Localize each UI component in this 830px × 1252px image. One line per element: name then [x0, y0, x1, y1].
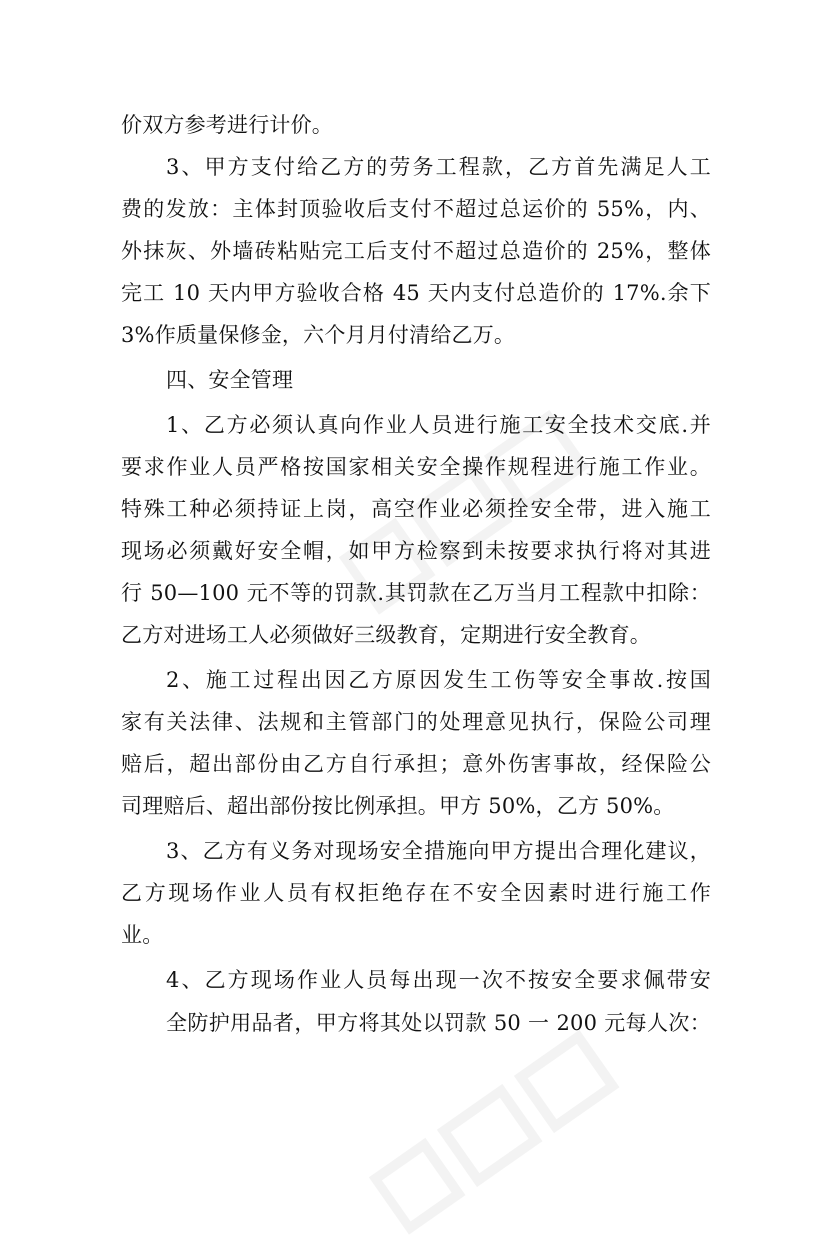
text-line: 3、乙方有义务对现场安全措施向甲方提出合理化建议，: [166, 839, 711, 863]
text-line: 家有关法律、法规和主管部门的处理意见执行，保险公司理: [121, 710, 711, 734]
text-line: 1、乙方必须认真向作业人员进行施工安全技术交底.并: [166, 413, 711, 437]
text-line: 全防护用品者，甲方将其处以罚款 50 一 200 元每人次：: [166, 1011, 711, 1035]
watermark: [366, 1024, 634, 1252]
text-line: 2、施工过程出因乙方原因发生工伤等安全事故.按国: [166, 668, 711, 692]
text-line: 特殊工种必须持证上岗，高空作业必须拴安全带，进入施工: [121, 497, 711, 521]
text-line: 要求作业人员严格按国家相关安全操作规程进行施工作业。: [121, 455, 711, 479]
text-line: 3、甲方支付给乙方的劳务工程款，乙方首先满足人工: [166, 155, 711, 179]
text-line: 费的发放：主体封顶验收后支付不超过总运价的 55%，内、: [121, 197, 711, 221]
text-line: 业。: [121, 923, 164, 947]
text-line: 乙方现场作业人员有权拒绝存在不安全因素时进行施工作: [121, 881, 711, 905]
text-line: 现场必须戴好安全帽，如甲方检察到未按要求执行将对其进: [121, 539, 711, 563]
watermark-shape: [366, 1024, 625, 1239]
text-line: 完工 10 天内甲方验收合格 45 天内支付总造价的 17%.余下: [121, 281, 711, 305]
text-line: 3%作质量保修金，六个月月付清给乙万。: [121, 323, 516, 347]
text-line: 司理赔后、超出部份按比例承担。甲方 50%，乙方 50%。: [121, 794, 675, 818]
text-line: 外抹灰、外墙砖粘贴完工后支付不超过总造价的 25%，整体: [121, 239, 711, 263]
text-line: 4、乙方现场作业人员每出现一次不按安全要求佩带安: [166, 968, 711, 992]
text-line: 乙方对进场工人必须做好三级教育，定期进行安全教育。: [121, 623, 651, 647]
text-line: 行 50—100 元不等的罚款.其罚款在乙万当月工程款中扣除：: [121, 581, 711, 605]
section-heading: 四、安全管理: [166, 368, 294, 392]
text-line: 价双方参考进行计价。: [121, 113, 333, 137]
text-line: 赔后，超出部份由乙方自行承担；意外伤害事故，经保险公: [121, 752, 711, 776]
